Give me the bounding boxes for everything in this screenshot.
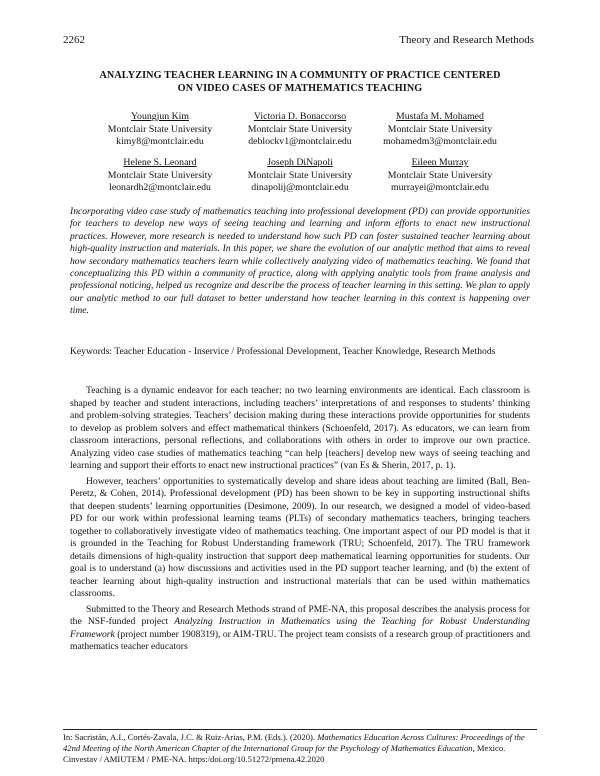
author-affiliation: Montclair State University xyxy=(107,169,213,181)
author-email: deblockv1@montclair.edu xyxy=(248,136,352,147)
author-name: Joseph DiNapoli xyxy=(267,157,333,168)
author-email: mohamedm3@montclair.edu xyxy=(383,136,497,147)
footer-rule xyxy=(63,729,537,730)
author-name: Mustafa M. Mohamed xyxy=(396,111,484,122)
abstract: Incorporating video case study of mathematics teaching into professional development (PD) can provide opportunities for teachers to develop new ways of seeing teaching and learning and inform efforts to enact new instructional practices. However, more research is needed to understand how such PD can foster sustained teacher learning about high-quality instruction and materials. In this paper, we share the evolution of our analytic method that aims to reveal how secondary mathematics teachers learn while collectively analyzing video of mathematics teaching. We found that conceptualizing this PD within a community of practice, along with applying analytic tools from frame analysis and professional noticing, helped us recognize and describe the process of teacher learning in this setting. We plan to apply our analytic method to our full dataset to better understand how teacher learning in this context is happening over time. xyxy=(70,206,530,317)
paper-title xyxy=(60,69,540,95)
paragraph xyxy=(70,604,530,654)
running-header: Theory and Research Methods xyxy=(399,34,534,46)
paragraph-text: Submitted to the Theory and Research Methods strand of PME-NA, this proposal describes the analysis process for the NSF-funded project xyxy=(70,603,530,627)
author-affiliation: Montclair State University xyxy=(247,169,353,181)
author-email: murrayei@montclair.edu xyxy=(391,182,489,193)
footer-text: , Mexico. Cinvestav / AMIUTEM / PME-NA. https:/doi.org/10.51272/pmena.42.2020 xyxy=(63,743,506,764)
paragraph: However, teachers’ opportunities to systematically develop and share ideas about teaching are limited (Ball, Ben-Peretz, & Cohen, 2014). Professional development (PD) has been shown to be key in supporting instructional shifts that deepen students’ learning opportunities (Desimone, 2009). In our research, we designed a model of video-based PD for our work within professional learning teams (PLTs) of secondary mathematics teachers, bringing teachers together to collaboratively investigate video of mathematics teaching. One important aspect of our PD model is that it is grounded in the Teaching for Robust Understanding framework (TRU; Schoenfeld, 2017). The TRU framework details dimensions of high-quality instruction that support deep mathematical learning opportunities for students. Our goal is to understand (a) how discussions and activities used in the PD support teacher learning, and (b) the extent of teacher learning about high-quality instruction and instructional materials that can be used within mathematics classrooms. xyxy=(70,475,530,599)
title-line-2: ON VIDEO CASES OF MATHEMATICS TEACHING xyxy=(177,83,423,94)
body-text xyxy=(70,385,530,654)
title-line-1: ANALYZING TEACHER LEARNING IN A COMMUNITY OF PRACTICE CENTERED xyxy=(99,70,501,81)
author-affiliation: Montclair State University xyxy=(387,123,493,135)
keywords: Keywords: Teacher Education - Inservice / Professional Development, Teacher Knowledge, Research Methods xyxy=(70,346,496,357)
author-email: leonardh2@montclair.edu xyxy=(109,182,211,193)
citation-footer xyxy=(63,732,537,765)
author-block xyxy=(350,157,530,195)
project-title: Analyzing Instruction in Mathematics using the Teaching for Robust Understanding Framework xyxy=(70,616,530,640)
author-name: Youngjun Kim xyxy=(130,111,190,122)
author-block xyxy=(350,111,530,149)
footer-text: In: Sacristán, A.I., Cortés-Zavala, J.C. & Ruiz-Arias, P.M. (Eds.). (2020). xyxy=(63,732,318,742)
author-affiliation: Montclair State University xyxy=(387,169,493,181)
author-affiliation: Montclair State University xyxy=(107,123,213,135)
author-email: kimy8@montclair.edu xyxy=(116,136,204,147)
author-affiliation: Montclair State University xyxy=(247,123,353,135)
proceedings-title: Mathematics Education Across Cultures: Proceedings of the 42nd Meeting of the North American Chapter of the International Group for the Psychology of Mathematics Education xyxy=(63,732,525,753)
page-number: 2262 xyxy=(63,34,85,46)
author-name: Eileen Murray xyxy=(411,157,469,168)
author-name: Victoria D. Bonaccorso xyxy=(253,111,347,122)
paragraph: Teaching is a dynamic endeavor for each teacher; no two learning environments are identical. Each classroom is shaped by teacher and student interactions, including teachers’ interpretations of and responses to students’ thinking and problem-solving strategies. Teachers’ decision making during these interactions provide opportunities for students to develop as problem solvers and effect mathematical thinkers (Schoenfeld, 2017). As educators, we can learn from classroom interactions, personal reflections, and collaborations with others in order to improve our own practice. Analyzing video case studies of mathematics teaching “can help [teachers] develop new ways of seeing teaching and learning and support their efforts to enact new instructional practices” (van Es & Sherin, 2017, p. 1). xyxy=(70,385,530,471)
author-name: Helene S. Leonard xyxy=(123,157,197,168)
author-email: dinapolij@montclair.edu xyxy=(251,182,349,193)
paragraph-text: (project number 1908319), or AIM-TRU. The project team consists of a research group of practitioners and mathematics teacher educators xyxy=(70,628,530,652)
